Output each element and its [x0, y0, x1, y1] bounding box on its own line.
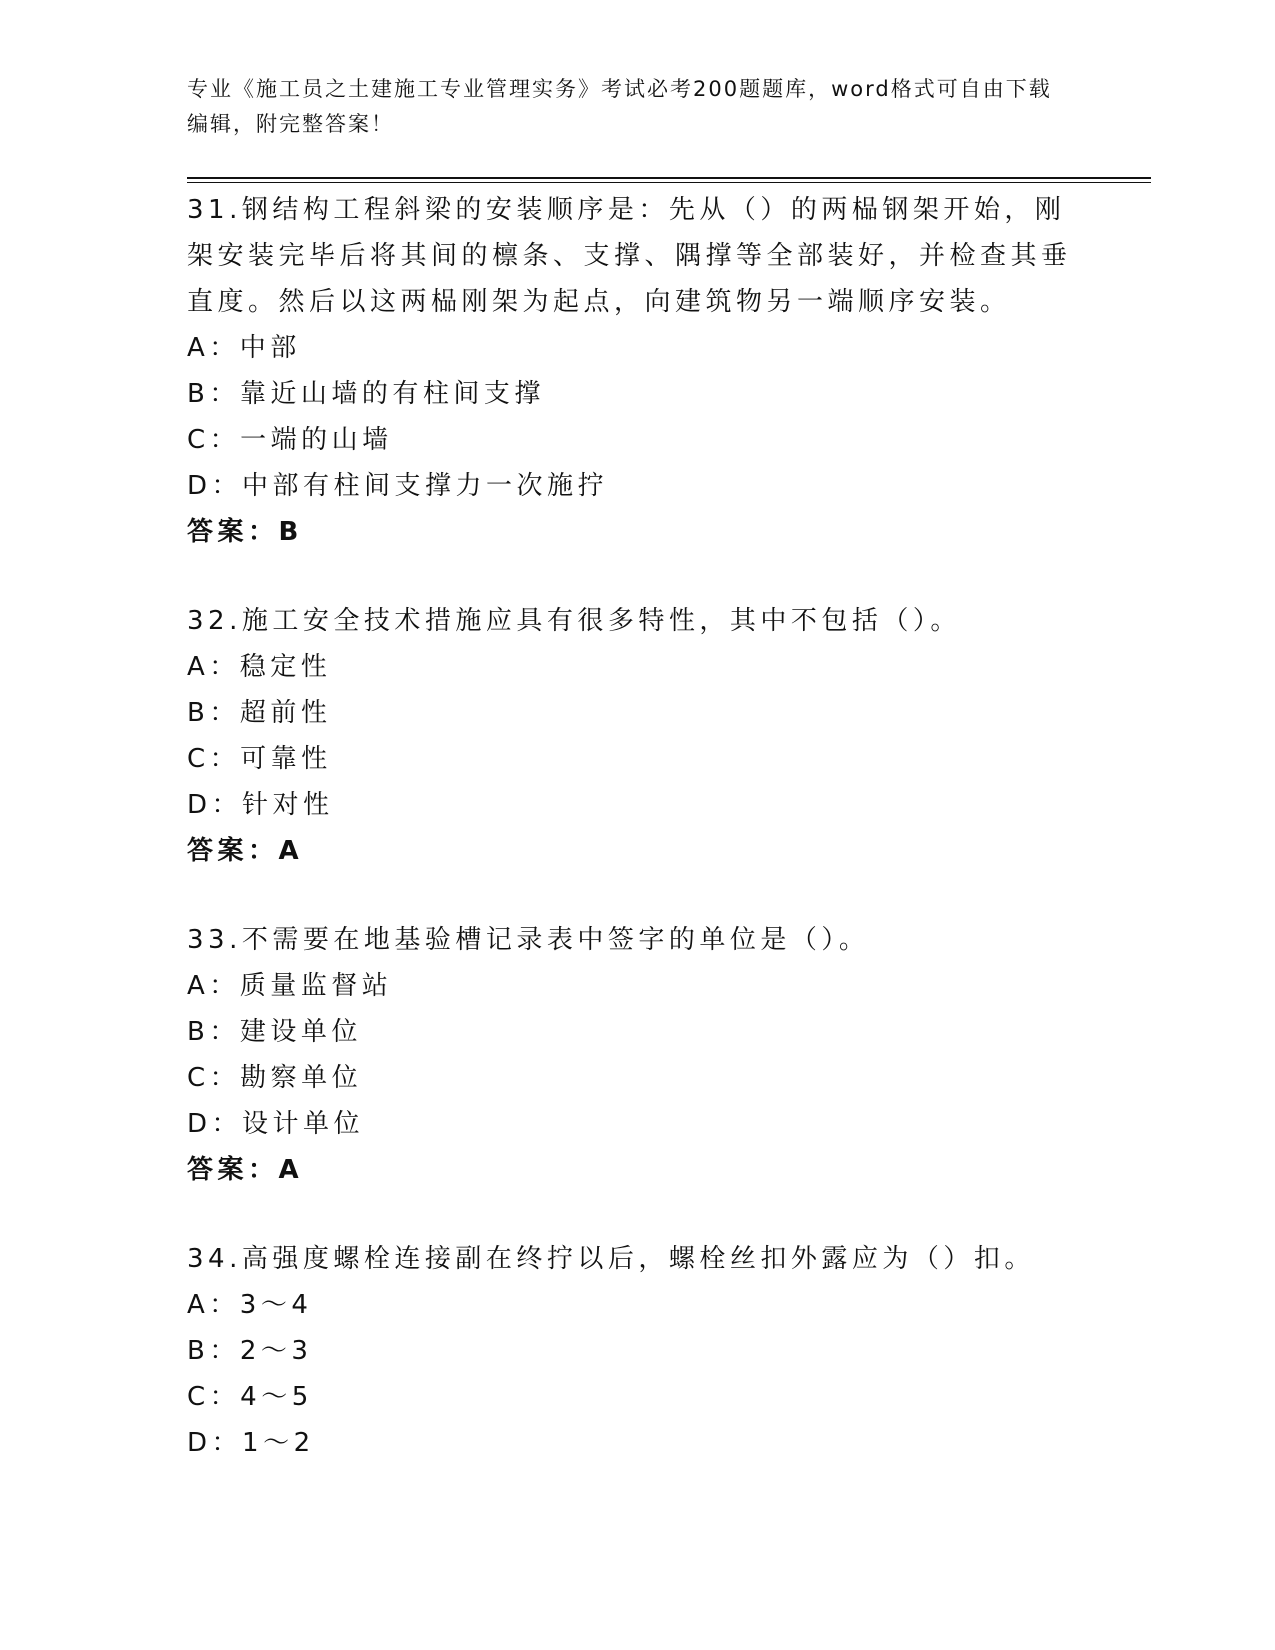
option-b: B：2～3 — [187, 1336, 313, 1366]
question-stem: 34.高强度螺栓连接副在终拧以后，螺栓丝扣外露应为（）扣。 — [187, 1244, 1035, 1274]
question-list — [187, 187, 1087, 1466]
option-d: D：针对性 — [187, 790, 334, 820]
option-a: A：质量监督站 — [187, 971, 393, 1001]
question-32 — [187, 598, 1087, 874]
option-b: B：超前性 — [187, 698, 332, 728]
question-spacer — [187, 1193, 1087, 1236]
option-d: D：设计单位 — [187, 1109, 365, 1139]
option-c: C：一端的山墙 — [187, 425, 393, 455]
option-c: C：4～5 — [187, 1382, 313, 1412]
answer: 答案：A — [187, 836, 304, 866]
answer: 答案：A — [187, 1155, 304, 1185]
option-a: A：中部 — [187, 333, 301, 363]
question-spacer — [187, 555, 1087, 598]
question-33 — [187, 917, 1087, 1193]
option-b: B：建设单位 — [187, 1017, 362, 1047]
header-divider-thick — [187, 177, 1151, 179]
option-c: C：可靠性 — [187, 744, 332, 774]
answer: 答案：B — [187, 517, 303, 547]
question-stem: 33.不需要在地基验槽记录表中签字的单位是（）。 — [187, 925, 870, 955]
question-stem: 32.施工安全技术措施应具有很多特性，其中不包括（）。 — [187, 606, 961, 636]
option-a: A：稳定性 — [187, 652, 332, 682]
option-d: D：1～2 — [187, 1428, 315, 1458]
question-34 — [187, 1236, 1087, 1466]
header-divider-thin — [187, 182, 1151, 183]
document-header: 专业《施工员之土建施工专业管理实务》考试必考200题题库，word格式可自由下载编辑，附完整答案！ — [187, 77, 1052, 136]
option-d: D：中部有柱间支撑力一次施拧 — [187, 471, 609, 501]
question-stem: 31.钢结构工程斜梁的安装顺序是：先从（）的两榀钢架开始，刚架安装完毕后将其间的檩条、支撑、隅撑等全部装好，并检查其垂直度。然后以这两榀刚架为起点，向建筑物另一端顺序安装。 — [187, 195, 1072, 317]
option-b: B：靠近山墙的有柱间支撑 — [187, 379, 545, 409]
option-a: A：3～4 — [187, 1290, 313, 1320]
question-31 — [187, 187, 1087, 555]
option-c: C：勘察单位 — [187, 1063, 363, 1093]
question-spacer — [187, 874, 1087, 917]
